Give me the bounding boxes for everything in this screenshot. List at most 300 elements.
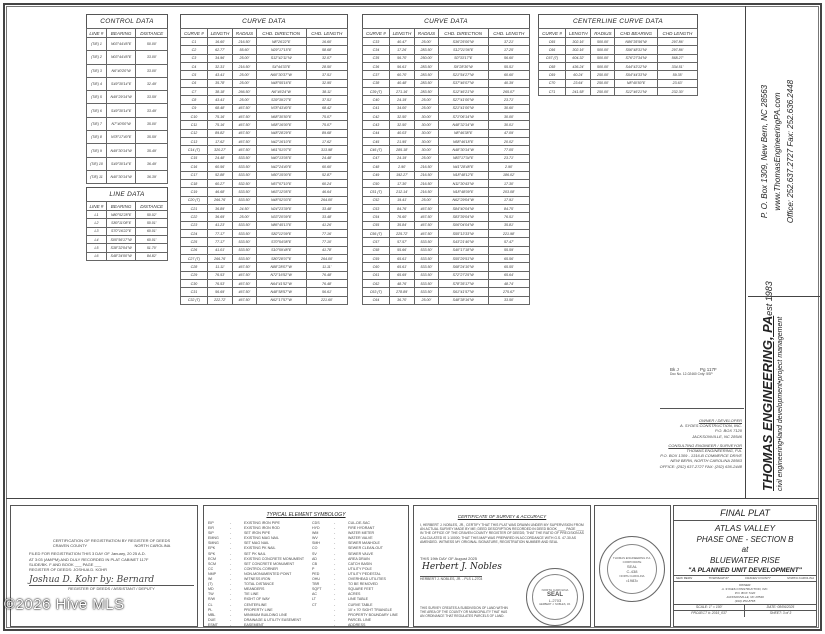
table-cell: 2.90' <box>389 163 414 171</box>
table-cell: L5 <box>87 244 107 252</box>
legend-code: R/W <box>208 597 215 602</box>
table-cell: N50°15'00"E <box>256 171 306 179</box>
curve-data-table-1 <box>180 14 348 305</box>
table-cell: C7 <box>181 88 208 96</box>
table-row <box>181 263 348 271</box>
table-row <box>181 146 348 154</box>
legend-dash: - <box>334 526 336 531</box>
table-cell: 283.50' <box>415 88 439 96</box>
table-row <box>87 252 168 260</box>
table-cell: C20 (T) <box>181 196 208 204</box>
table-cell: N83°17'34"E <box>438 154 488 162</box>
table-cell: 56.69' <box>207 288 232 296</box>
table-row <box>181 138 348 146</box>
table-cell: 30.00' <box>488 113 529 121</box>
sheet-number: SHEET: 3 of 3 <box>769 611 792 616</box>
table-row <box>363 238 530 246</box>
table-cell: 275.67' <box>488 288 529 296</box>
table-row <box>181 229 348 237</box>
legend-code: DUE <box>208 617 216 622</box>
table-cell: S55°13'33"W <box>438 229 488 237</box>
table-row <box>363 88 530 96</box>
legend-code: CDS <box>312 521 320 525</box>
legend-code: SIP <box>208 531 214 536</box>
legend-code: SV <box>312 551 317 556</box>
table-cell: S71°06'14"W <box>438 113 488 121</box>
legend-dash: - <box>334 582 336 587</box>
table-cell: S84°40'04"W <box>438 204 488 212</box>
table-cell: 467.50' <box>233 263 257 271</box>
table-cell: 36.70' <box>389 296 414 304</box>
table-cell: 60.24' <box>566 71 591 79</box>
table-cell: (TIE) 6 <box>87 104 107 117</box>
table-row <box>181 163 348 171</box>
table-cell: C32 (T) <box>181 296 208 304</box>
table-cell: 533.50' <box>415 271 439 279</box>
plat-date: DATE: 08/06/2025 <box>745 605 816 611</box>
legend-dash: - <box>334 612 336 617</box>
table-cell: 334.51' <box>657 63 697 71</box>
table-cell: 56.60' <box>488 54 529 62</box>
table-cell: C35 <box>363 54 390 62</box>
centerline-curve-data-table <box>538 14 698 96</box>
table-cell: C41 <box>363 104 390 112</box>
table-cell: 533.50' <box>233 196 257 204</box>
legend-dash: - <box>334 556 336 561</box>
table-cell: 250.00' <box>415 54 439 62</box>
table-cell: S76°27'34"W <box>615 54 658 62</box>
legend-code <box>312 623 334 628</box>
legend-description: FIRE HYDRANT <box>348 526 375 531</box>
table-cell: 17.30' <box>488 179 529 187</box>
table-cell: S48°38'16"W <box>438 296 488 304</box>
table-cell: 60.60' <box>488 71 529 79</box>
symbology-legend <box>203 505 409 627</box>
table-cell: 32.50' <box>389 113 414 121</box>
control-data-table <box>86 14 168 184</box>
legend-description: CATCH BASIN <box>348 561 372 566</box>
corp-seal-year: •1983• <box>626 577 638 583</box>
legend-dash: - <box>334 587 336 592</box>
table-cell: C45 <box>363 138 390 146</box>
table-cell: 11.11' <box>306 263 347 271</box>
table-cell: S49°30'14"E <box>106 77 136 90</box>
table-cell: C4 <box>181 63 208 71</box>
table-cell: C9 <box>181 104 208 112</box>
table-cell: 500.00' <box>591 63 615 71</box>
table-cell: 467.50' <box>233 113 257 121</box>
table-row <box>181 296 348 304</box>
legend-code: WI <box>208 577 213 582</box>
table-cell: 60.56' <box>207 163 232 171</box>
table-cell: 58.68' <box>306 46 347 54</box>
table-cell: C5 <box>181 71 208 79</box>
legend-description: LINE TABLE <box>348 597 369 602</box>
table-cell: C51 (T) <box>363 188 390 196</box>
table-cell: 40.48' <box>389 79 414 87</box>
survey-certificate <box>413 505 591 627</box>
table-cell: 216.50' <box>415 171 439 179</box>
table-cell: 467.50' <box>233 146 257 154</box>
table-row <box>363 154 530 162</box>
table-cell: 48.76' <box>389 279 414 287</box>
table-cell: 40.47' <box>389 38 414 46</box>
column-header: CHD. LENGTH <box>488 29 529 38</box>
table-title: CURVE DATA <box>362 14 530 28</box>
table-cell: 25.00' <box>233 213 257 221</box>
table-cell: N68°30'50"E <box>256 113 306 121</box>
firm-name: THOMAS ENGINEERING, PA <box>760 315 775 491</box>
table-cell: N61°51'07"E <box>256 146 306 154</box>
owner-po: P.O. BOX 7120 <box>734 591 756 596</box>
legend-dash: - <box>230 556 232 561</box>
table-cell: 17.25' <box>488 46 529 54</box>
table-cell: 266.76' <box>207 196 232 204</box>
table-cell: 55.59' <box>488 246 529 254</box>
table-cell: 533.50' <box>415 246 439 254</box>
table-cell: 533.50' <box>415 238 439 246</box>
table-cell: 467.50' <box>415 221 439 229</box>
legend-dash: - <box>230 571 232 576</box>
legend-dash: - <box>334 571 336 576</box>
table-cell: C8 <box>181 96 208 104</box>
seal-label: SEAL <box>546 592 563 598</box>
table-cell: S36°25'00"W <box>438 38 488 46</box>
table-cell: 84.76' <box>389 204 414 212</box>
engineer-line: OFFICE: (252) 637-2727 FAX: (252) 636-2448 <box>659 463 742 469</box>
table-cell: C55 <box>363 221 390 229</box>
table-cell: N6°40'20"W <box>106 64 136 77</box>
legend-dash: - <box>230 577 232 582</box>
legend-description: SET CONCRETE MONUMENT <box>244 561 295 566</box>
legend-code: MBL <box>208 612 216 617</box>
legend-description: ADDRESS <box>348 622 366 627</box>
table-cell: 467.50' <box>233 104 257 112</box>
table-cell: 320.27' <box>207 146 232 154</box>
table-cell: 500.00' <box>591 54 615 62</box>
table-row <box>181 88 348 96</box>
firm-phones: Office: 252.637.2727 Fax: 252.636.2448 <box>786 79 795 224</box>
table-cell: 283.50' <box>415 46 439 54</box>
table-cell: 302.16' <box>566 46 591 54</box>
table-cell: 16.60' <box>306 38 347 46</box>
table-row <box>363 79 530 87</box>
table-cell: C18 <box>181 179 208 187</box>
table-row <box>539 88 698 96</box>
table-cell: C44 <box>363 129 390 137</box>
table-cell: 41.78' <box>306 246 347 254</box>
bottom-divider <box>6 498 819 499</box>
table-row <box>181 54 348 62</box>
legend-dash: - <box>334 617 336 622</box>
legend-description: UTILITY POLE <box>348 566 372 571</box>
table-cell: 20.02' <box>488 138 529 146</box>
table-cell: S9°28'30"W <box>438 63 488 71</box>
table-cell: 264.00' <box>306 254 347 262</box>
table-cell: 23.64' <box>566 79 591 87</box>
table-cell: 77.05' <box>488 146 529 154</box>
column-header: RADIUS <box>233 29 257 38</box>
table-cell: 467.50' <box>233 271 257 279</box>
table-cell: 34.96' <box>207 54 232 62</box>
legend-description: AREA DRAIN <box>348 556 370 561</box>
table-cell: S44°43'12"W <box>615 63 658 71</box>
table-cell: 25.00' <box>415 154 439 162</box>
table-cell: 265.07' <box>488 88 529 96</box>
table-cell: C71 <box>539 88 566 96</box>
table-cell: C31 <box>181 288 208 296</box>
table-cell: 84.75' <box>488 204 529 212</box>
table-cell: 11.11' <box>207 263 232 271</box>
table-cell: S68°24'10"W <box>438 263 488 271</box>
table-cell: S80°11'08"E <box>106 219 135 227</box>
table-cell: 60.01' <box>136 236 168 244</box>
table-cell: (TIE) 3 <box>87 64 107 77</box>
table-row <box>363 46 530 54</box>
legend-description: SET IRON PIPE <box>244 531 271 536</box>
location-township: TOWNSHIP #7 <box>708 576 729 580</box>
table-cell: 23.63' <box>657 79 697 87</box>
table-cell: S83°39'04"W <box>438 213 488 221</box>
table-row <box>181 71 348 79</box>
table-cell: 533.50' <box>415 254 439 262</box>
phase-section: PHASE ONE - SECTION B <box>696 535 794 544</box>
table-cell: C13 <box>181 138 208 146</box>
table-cell: 60.01' <box>136 227 168 235</box>
table-cell: 24.50' <box>233 204 257 212</box>
legend-dash: - <box>334 592 336 597</box>
legend-code: HYD <box>312 526 320 531</box>
scale: SCALE: 1" = 100' <box>674 605 745 611</box>
table-cell: 533.50' <box>233 171 257 179</box>
firm-tagline: civil engineering•land development•project management <box>777 316 784 491</box>
table-cell: 35.81' <box>488 221 529 229</box>
table-cell: 467.50' <box>415 213 439 221</box>
legend-code: EIP <box>208 521 214 525</box>
seal-number: L-2703 <box>548 598 562 603</box>
legend-code: TW <box>208 592 214 597</box>
table-row <box>87 244 168 252</box>
table-cell: C21 <box>181 204 208 212</box>
table-cell: 467.50' <box>233 121 257 129</box>
table-cell: N7°40'00"W <box>106 117 136 130</box>
table-cell: 32.07' <box>306 54 347 62</box>
table-cell: N58°16'00"E <box>256 121 306 129</box>
legend-description: SEWER MANHOLE <box>348 541 380 546</box>
table-cell: C60 <box>363 263 390 271</box>
table-cell: 216.50' <box>233 63 257 71</box>
legend-code: AD <box>312 556 317 561</box>
table-cell: 36.89' <box>207 204 232 212</box>
table-cell: C26 <box>181 246 208 254</box>
owner-line: A. SYDES CONSTRUCTION, INC. <box>679 423 742 429</box>
legend-description: EXISTING IRON PIPE <box>244 521 280 525</box>
column-header: DISTANCE <box>136 29 168 38</box>
table-cell: N60°30'37"W <box>256 71 306 79</box>
table-cell: 216.50' <box>415 179 439 187</box>
table-cell: 23.71' <box>488 154 529 162</box>
table-cell: S21°54'27"W <box>438 71 488 79</box>
legend-dash: - <box>334 551 336 556</box>
table-cell: 65.56' <box>488 254 529 262</box>
table-cell: C64 <box>363 296 390 304</box>
table-cell: 16.60' <box>207 38 232 46</box>
table-cell: C62 <box>363 279 390 287</box>
legend-description: DRAINAGE & UTILITY EASEMENT <box>244 617 302 622</box>
table-cell: 25.00' <box>415 38 439 46</box>
table-cell: C15 <box>181 154 208 162</box>
legend-code: ECM <box>208 556 216 561</box>
table-cell: C40 <box>363 96 390 104</box>
table-cell: 43.41' <box>207 71 232 79</box>
table-cell: 186.02' <box>488 171 529 179</box>
table-title: CENTERLINE CURVE DATA <box>538 14 698 28</box>
legend-code: NMP <box>208 571 216 576</box>
legend-dash: - <box>334 597 336 602</box>
table-row <box>363 121 530 129</box>
legend-description: PROPERTY BOUNDARY LINE <box>348 612 398 617</box>
legend-description: NON-MONUMENTED POINT <box>244 571 292 576</box>
table-cell: 250.00' <box>591 88 615 96</box>
table-row <box>181 171 348 179</box>
legend-code: MD <box>208 587 214 592</box>
table-cell: C6 <box>181 79 208 87</box>
table-row <box>363 229 530 237</box>
table-cell: 75.16' <box>207 121 232 129</box>
legend-item <box>208 623 304 628</box>
table-row <box>363 288 530 296</box>
table-cell: 56.61' <box>389 63 414 71</box>
table-row <box>87 51 168 64</box>
table-cell: 568.27' <box>657 54 697 62</box>
table-cell: 50.02' <box>136 211 168 219</box>
legend-dash: - <box>334 607 336 612</box>
table-cell: 2.90' <box>488 163 529 171</box>
seal-name: HERBERT J. NOBLES, JR. <box>539 603 571 606</box>
table-cell: N8°46'38"E <box>438 129 488 137</box>
table-cell: C24 <box>181 229 208 237</box>
table-cell: C1 <box>181 38 208 46</box>
legend-dash: - <box>230 546 232 551</box>
table-cell: 25.00' <box>415 104 439 112</box>
table-cell: N80°52'28"E <box>106 211 135 219</box>
table-row <box>363 213 530 221</box>
table-cell: C53 <box>363 204 390 212</box>
column-header: CHD BEARING <box>615 29 658 38</box>
table-cell: S12°46'21"W <box>438 88 488 96</box>
table-cell: C11 <box>181 121 208 129</box>
legend-description: WATER VALVE <box>348 536 373 541</box>
table-cell: C68 <box>539 63 566 71</box>
location-city: NEW BERN <box>676 576 693 580</box>
table-cell: 24.19' <box>389 154 414 162</box>
legend-code: WV <box>312 536 318 541</box>
table-row <box>363 246 530 254</box>
legend-description: 10' x 70' SIGHT TRIANGLE <box>348 607 392 612</box>
table-cell: 30.00' <box>415 113 439 121</box>
table-row <box>181 121 348 129</box>
corp-seal-label: SEAL <box>626 563 638 569</box>
table-cell: C22 <box>181 213 208 221</box>
table-row <box>181 246 348 254</box>
table-cell: C52 <box>363 196 390 204</box>
table-row <box>87 144 168 157</box>
table-cell: 533.50' <box>415 279 439 287</box>
table-cell: N62°17'57"W <box>256 296 306 304</box>
table-cell: C63 (T) <box>363 288 390 296</box>
table-cell: 57.57' <box>389 238 414 246</box>
table-cell: L1 <box>87 211 107 219</box>
table-cell: 221.60' <box>306 296 347 304</box>
table-row <box>363 129 530 137</box>
table-cell: 33.50' <box>488 296 529 304</box>
column-header: DISTANCE <box>136 202 168 211</box>
table-cell: S70°54'08"E <box>256 238 306 246</box>
table-row <box>181 271 348 279</box>
table-cell: 43.41' <box>207 96 232 104</box>
table-cell: 266.76' <box>207 254 232 262</box>
legend-dash: - <box>230 541 232 546</box>
corporate-seal <box>599 536 665 602</box>
table-cell: (TIE) 9 <box>87 144 107 157</box>
table-cell: C28 <box>181 263 208 271</box>
table-title: LINE DATA <box>86 187 168 201</box>
table-cell: 467.50' <box>233 296 257 304</box>
table-cell: N48°28'29"E <box>256 129 306 137</box>
registration-signature: Joshua D. Kohr by: Bernard <box>29 575 194 586</box>
table-cell: 25.00' <box>233 96 257 104</box>
table-cell: 285.18' <box>389 146 414 154</box>
table-cell: C46 (T) <box>363 146 390 154</box>
table-cell: C67 (T) <box>539 54 566 62</box>
table-cell: 467.50' <box>233 288 257 296</box>
table-cell: 76.51' <box>488 213 529 221</box>
table-cell: 302.16' <box>566 38 591 46</box>
table-row <box>181 204 348 212</box>
survey-cert-date: THIS 19th DAY OF August 2025 <box>420 556 477 561</box>
table-row <box>539 63 698 71</box>
legend-code: OHU <box>312 577 320 582</box>
table-cell: C66 <box>539 46 566 54</box>
table-cell: N72°16'52"W <box>256 271 306 279</box>
table-cell: N49°29'14"W <box>106 91 136 104</box>
table-cell: N6°46'24"W <box>256 88 306 96</box>
table-row <box>181 104 348 112</box>
legend-dash: - <box>230 566 232 571</box>
table-cell: N03°44'45"E <box>106 38 136 51</box>
table-row <box>87 117 168 130</box>
table-cell: 532.50' <box>233 179 257 187</box>
table-cell: N58°46'18"E <box>438 138 488 146</box>
table-row <box>363 221 530 229</box>
table-cell: C33 <box>363 38 390 46</box>
table-cell: N24°23'39"E <box>256 204 306 212</box>
at-label: at <box>741 545 749 554</box>
legend-description: EXISTING PK NAIL <box>244 546 276 551</box>
table-cell: 36.49' <box>136 157 168 170</box>
table-row <box>363 38 530 46</box>
watermark: ©2026 Hive MLS <box>4 596 125 613</box>
table-cell: 533.50' <box>233 163 257 171</box>
table-cell: 264.00' <box>306 196 347 204</box>
table-cell: C12 <box>181 129 208 137</box>
owner-name: A. SYDES CONSTRUCTION, INC. <box>721 587 769 592</box>
table-cell: 40.39' <box>488 79 529 87</box>
legend-code: WM <box>312 531 319 536</box>
legend-description: PARCEL LINE <box>348 617 371 622</box>
table-cell: 32.50' <box>389 121 414 129</box>
table-row <box>87 104 168 117</box>
